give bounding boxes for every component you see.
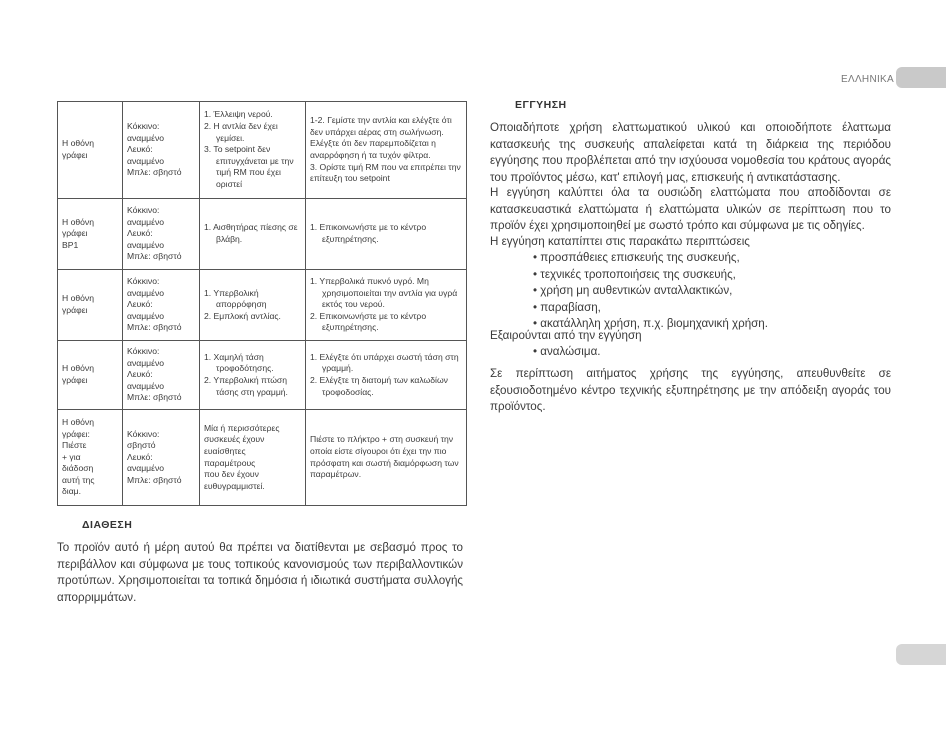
leds-cell: Κόκκινο: σβηστό Λευκό: αναμμένο Μπλε: σβηστό <box>123 410 200 506</box>
display-cell: Η οθόνη γράφει <box>58 102 123 199</box>
remedy-item: 1. Ελέγξτε ότι υπάρχει σωστή τάση στη γραμμή. <box>310 351 459 374</box>
cause-cell: Μία ή περισσότερες συσκευές έχουν ευαίσθητες παραμέτρους που δεν έχουν ευθυγραμμιστεί. <box>200 410 306 506</box>
disposal-text: Το προϊόν αυτό ή μέρη αυτού θα πρέπει να διατίθενται με σεβασμό προς το περιβάλλον και σύμφωνα με τους τοπικούς κανονισμούς των περιβαλλοντικών προτύπων. Χρησιμοποιείται τα τοπικά δημόσια ή ιδιωτικά συστήματα συλλογής απορριμμάτων. <box>57 541 463 604</box>
leds-cell: Κόκκινο: αναμμένο Λευκό: αναμμένο Μπλε: σβηστό <box>123 270 200 341</box>
warranty-excluded-intro: Η εγγύηση καταπίπτει στις παρακάτω περιπτώσεις <box>490 235 750 248</box>
cause-item: 2. Εμπλοκή αντλίας. <box>204 310 281 321</box>
warranty-exempt-list <box>533 344 601 361</box>
warranty-excluded-list <box>533 250 768 333</box>
list-item: • τεχνικές τροποποιήσεις της συσκευής, <box>533 267 768 284</box>
page-tab-marker <box>896 644 946 665</box>
cause-item: 2. Υπερβολική πτώση τάσης στη γραμμή. <box>204 375 288 397</box>
leds-cell: Κόκκινο: αναμμένο Λευκό: αναμμένο Μπλε: σβηστό <box>123 102 200 199</box>
display-cell: Η οθόνη γράφει BP1 <box>58 199 123 270</box>
remedy-cell <box>306 199 467 270</box>
cause-item: 1. Υπερβολική απορρόφηση <box>204 287 267 310</box>
troubleshooting-table <box>57 101 467 506</box>
display-cell: Η οθόνη γράφει <box>58 270 123 341</box>
table-row <box>58 270 467 341</box>
leds-cell: Κόκκινο: αναμμένο Λευκό: αναμμένο Μπλε: σβηστό <box>123 199 200 270</box>
cause-cell <box>200 341 306 410</box>
remedy-cell <box>306 270 467 341</box>
cause-item: 2. Η αντλία δεν έχει γεμίσει. <box>204 121 278 143</box>
remedy-item: 2. Επικοινωνήστε με το κέντρο εξυπηρέτησης. <box>310 310 427 333</box>
table-row <box>58 199 467 270</box>
remedy-item: 1. Επικοινωνήστε με το κέντρο εξυπηρέτησης. <box>310 222 427 244</box>
remedy-item: 2. Ελέγξτε τη διατομή των καλωδίων τροφοδοσίας. <box>310 375 448 397</box>
warranty-para-2: Η εγγύηση καλύπτει όλα τα ουσιώδη ελαττώματα που αποδίδονται σε κατασκευαστικά ελαττώματα ή ελαττώματα υλικών σε περίπτωση που το προϊόν έχει χρησιμοποιηθεί με σωστό τρόπο και σύμφωνα με τις οδηγίες. <box>490 186 891 233</box>
display-cell: Η οθόνη γράφει <box>58 341 123 410</box>
cause-item: 1. Έλλειψη νερού. <box>204 109 273 120</box>
list-item: • χρήση μη αυθεντικών ανταλλακτικών, <box>533 283 768 300</box>
remedy-item: 1. Υπερβολικά πυκνό υγρό. Μη χρησιμοποιείται την αντλία για υγρά εκτός του νερού. <box>310 276 458 310</box>
remedy-item: 1-2. Γεμίστε την αντλία και ελέγξτε ότι δεν υπάρχει αέρας στη σωλήνωση. Ελέγξτε ότι δεν παρεμποδίζεται η αναρρόφηση ή τα τυχόν φίλτρα. <box>310 115 452 160</box>
remedy-cell <box>306 102 467 199</box>
list-item: • ακατάλληλη χρήση, π.χ. βιομηχανική χρήση. <box>533 316 768 333</box>
remedy-cell <box>306 341 467 410</box>
remedy-cell: Πιέστε το πλήκτρο + στη συσκευή την οποία είστε σίγουροι ότι έχει την πιο πρόσφατη και σωστή διαμόρφωση των παραμέτρων. <box>306 410 467 506</box>
warranty-para-3: Σε περίπτωση αιτήματος χρήσης της εγγύησης, απευθυνθείτε σε εξουσιοδοτημένο κέντρο τεχνικής εξυπηρέτησης με την απόδειξη αγοράς του προϊόντος. <box>490 367 891 414</box>
warranty-exempt-intro: Εξαιρούνται από την εγγύηση <box>490 329 642 342</box>
language-label: ΕΛΛΗΝΙΚΑ <box>841 74 894 85</box>
list-item: • παραβίαση, <box>533 300 768 317</box>
display-cell: Η οθόνη γράφει: Πιέστε + για διάδοση αυτή της διαμ. <box>58 410 123 506</box>
language-tab-marker <box>896 67 946 88</box>
cause-cell <box>200 270 306 341</box>
warranty-heading: ΕΓΓΥΗΣΗ <box>515 99 567 111</box>
disposal-heading: ΔΙΑΘΕΣΗ <box>82 519 133 531</box>
warranty-para-1: Οποιαδήποτε χρήση ελαττωματικού υλικού και οποιοδήποτε έλαττωμα κατασκευής της συσκευής απαλείφεται κατά τη διάρκεια της περιόδου εγγύησης που προβλέπεται από την ισχύουσα νομοθεσία του κράτους αγοράς του προϊόντος μέσω, κατ' επιλογή μας, επισκευής ή αντικατάστασης. <box>490 121 892 184</box>
list-item: • αναλώσιμα. <box>533 344 601 361</box>
cause-item: 1. Χαμηλή τάση τροφοδότησης. <box>204 351 274 374</box>
cause-cell <box>200 102 306 199</box>
table-row <box>58 341 467 410</box>
list-item: • προσπάθειες επισκευής της συσκευής, <box>533 250 768 267</box>
cause-item: 3. Το setpoint δεν επιτυγχάνεται με την τιμή RM που έχει οριστεί <box>204 144 294 189</box>
leds-cell: Κόκκινο: αναμμένο Λευκό: αναμμένο Μπλε: σβηστό <box>123 341 200 410</box>
remedy-item: 3. Ορίστε τιμή RM που να επιτρέπει την επίτευξη του setpoint <box>310 161 461 184</box>
table-row <box>58 102 467 199</box>
cause-item: 1. Αισθητήρας πίεσης σε βλάβη. <box>204 222 298 244</box>
cause-cell <box>200 199 306 270</box>
table-row <box>58 410 467 506</box>
